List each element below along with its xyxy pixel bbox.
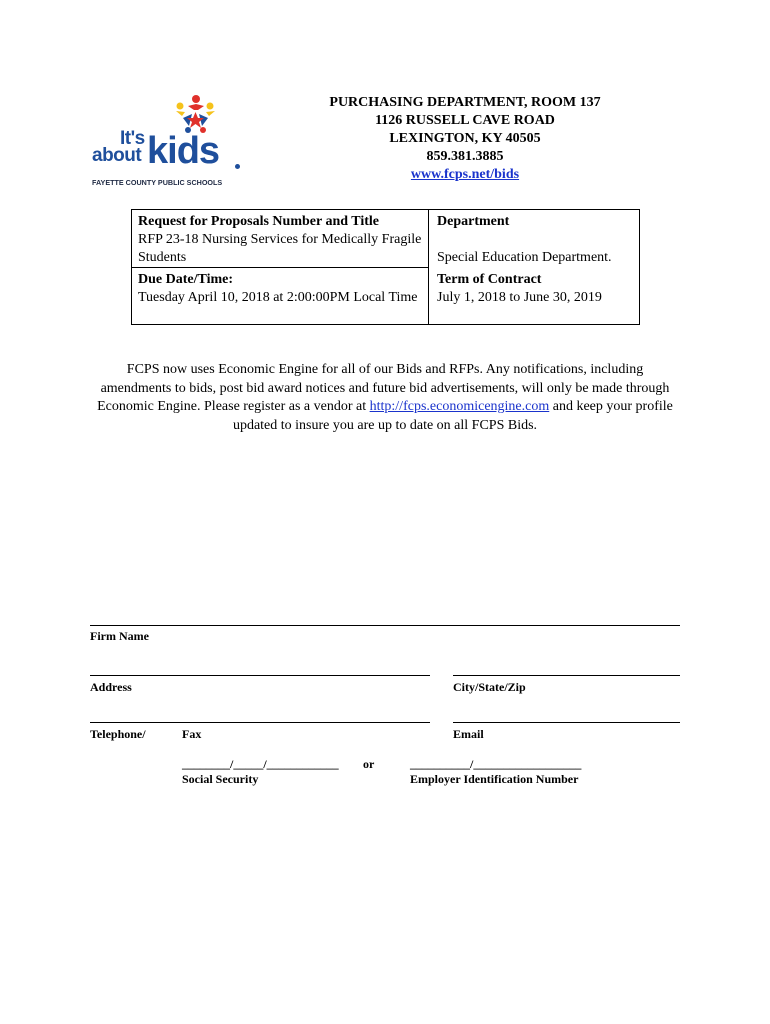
logo-about-text: about <box>92 145 142 166</box>
firm-name-label: Firm Name <box>90 629 149 643</box>
or-label: or <box>363 757 375 771</box>
table-divider-vertical <box>428 210 429 324</box>
ssn-label: Social Security <box>182 772 259 786</box>
term-heading: Term of Contract <box>437 272 542 287</box>
logo-kids-text: kids <box>147 130 220 172</box>
economic-engine-notice <box>94 361 676 435</box>
bids-link[interactable]: www.fcps.net/bids <box>410 167 520 182</box>
header-line-street: 1126 RUSSELL CAVE ROAD <box>375 113 555 128</box>
term-cell <box>437 271 637 307</box>
purchasing-address-block <box>300 94 630 184</box>
address-label: Address <box>90 680 132 694</box>
rfp-heading: Request for Proposals Number and Title <box>138 214 380 229</box>
notice-text-after: and keep your profile updated to insure you are up to date on all FCPS Bids. <box>232 399 673 433</box>
address-line[interactable] <box>90 675 430 676</box>
city-state-zip-line[interactable] <box>453 675 680 676</box>
telephone-label: Telephone/ <box>90 727 146 741</box>
city-state-zip-label: City/State/Zip <box>453 680 526 694</box>
department-heading: Department <box>437 214 510 229</box>
logo-dot <box>235 164 240 169</box>
table-divider-horizontal <box>132 267 428 268</box>
rfp-value: RFP 23-18 Nursing Services for Medically Fragile Students <box>138 232 422 265</box>
rfp-info-table <box>131 209 640 325</box>
due-date-cell <box>138 271 424 307</box>
telephone-fax-line[interactable] <box>90 722 430 723</box>
ein-label: Employer Identification Number <box>410 772 579 786</box>
ssn-blank[interactable]: ________/_____/____________ <box>182 757 339 771</box>
department-cell <box>437 213 637 267</box>
header-phone: 859.381.3885 <box>426 149 504 164</box>
firm-name-line[interactable] <box>90 625 680 626</box>
email-label: Email <box>453 727 484 741</box>
logo-its-text: It's <box>120 128 145 149</box>
due-date-value: Tuesday April 10, 2018 at 2:00:00PM Local Time <box>138 290 418 305</box>
header-line-city: LEXINGTON, KY 40505 <box>389 131 541 146</box>
term-value: July 1, 2018 to June 30, 2019 <box>437 290 602 305</box>
ein-blank[interactable]: __________/__________________ <box>410 757 582 771</box>
fcps-logo <box>92 94 242 190</box>
logo-county-text: FAYETTE COUNTY PUBLIC SCHOOLS <box>92 178 223 187</box>
rfp-cell <box>138 213 424 267</box>
email-line[interactable] <box>453 722 680 723</box>
due-date-heading: Due Date/Time: <box>138 272 233 287</box>
department-value: Special Education Department. <box>437 250 612 265</box>
economic-engine-link[interactable]: http://fcps.economicengine.com <box>369 399 550 414</box>
notice-text-before: FCPS now uses Economic Engine for all of our Bids and RFPs. Any notifications, including amendments to bids, post bid award notices and future bid advertisements, will only be made through Economic Engine. Please register as a vendor at <box>97 362 670 414</box>
header-line-department: PURCHASING DEPARTMENT, ROOM 137 <box>329 95 601 110</box>
fax-label: Fax <box>182 727 202 741</box>
